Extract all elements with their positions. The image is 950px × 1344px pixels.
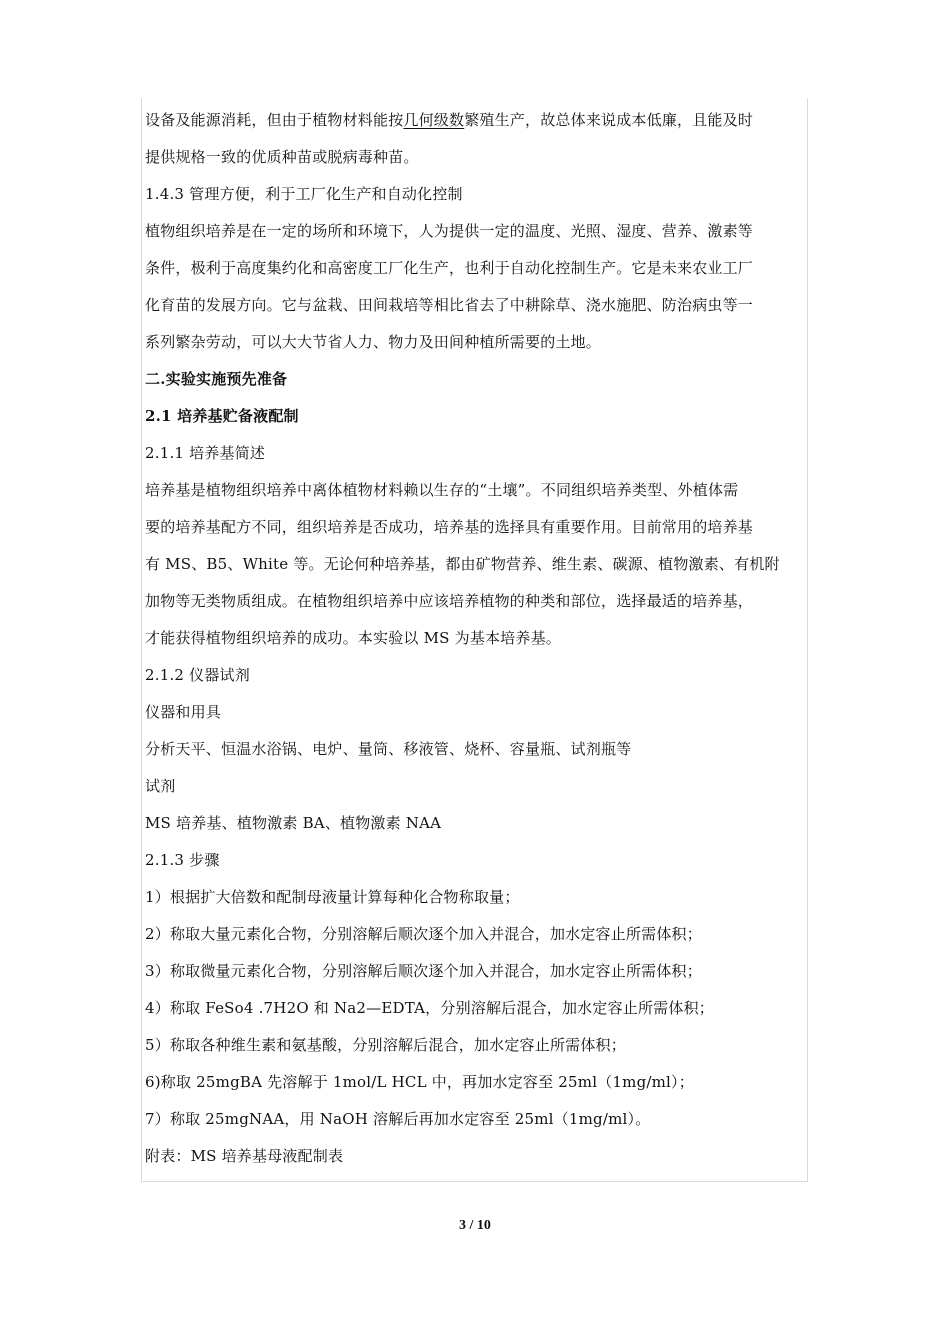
subsection-title: 1.4.3 管理方便，利于工厂化生产和自动化控制 bbox=[145, 185, 463, 203]
paragraph-line: 系列繁杂劳动，可以大大节省人力、物力及田间种植所需要的土地。 bbox=[145, 333, 602, 351]
subsection-title: 2.1.1 培养基简述 bbox=[145, 444, 266, 462]
step-item: 7）称取 25mgNAA，用 NaOH 溶解后再加水定容至 25ml（1mg/ml）。 bbox=[145, 1110, 651, 1128]
underlined-term: 几何级数 bbox=[403, 111, 465, 129]
step-item: 6)称取 25mgBA 先溶解于 1mol/L HCL 中，再加水定容至 25ml（1mg/ml）； bbox=[145, 1073, 694, 1091]
subsection-title: 2.1.2 仪器试剂 bbox=[145, 666, 250, 684]
subsection-title: 2.1.3 步骤 bbox=[145, 851, 220, 869]
paragraph-line: 分析天平、恒温水浴锅、电炉、量筒、移液管、烧杯、容量瓶、试剂瓶等 bbox=[145, 740, 632, 758]
step-item: 4）称取 FeSo4 .7H2O 和 Na2—EDTA，分别溶解后混合，加水定容止所需体积； bbox=[145, 999, 714, 1017]
text-fragment: 设备及能源消耗，但由于植物材料能按 bbox=[145, 111, 404, 129]
step-item: 5）称取各种维生素和氨基酸，分别溶解后混合，加水定容止所需体积； bbox=[145, 1036, 626, 1054]
table-caption: 附表：MS 培养基母液配制表 bbox=[145, 1147, 344, 1165]
paragraph-line: 要的培养基配方不同，组织培养是否成功，培养基的选择具有重要作用。目前常用的培养基 bbox=[145, 518, 754, 536]
section-heading: 二.实验实施预先准备 bbox=[145, 370, 288, 388]
text-fragment: 繁殖生产，故总体来说成本低廉，且能及时 bbox=[464, 111, 754, 129]
paragraph-line: 提供规格一致的优质种苗或脱病毒种苗。 bbox=[145, 148, 419, 166]
paragraph-line: 试剂 bbox=[145, 777, 176, 795]
paragraph-line: 植物组织培养是在一定的场所和环境下，人为提供一定的温度、光照、湿度、营养、激素等 bbox=[145, 222, 754, 240]
paragraph-line: 才能获得植物组织培养的成功。本实验以 MS 为基本培养基。 bbox=[145, 629, 561, 647]
step-item: 1）根据扩大倍数和配制母液量计算每种化合物称取量； bbox=[145, 888, 520, 906]
paragraph-line: 仪器和用具 bbox=[145, 703, 222, 721]
step-item: 2）称取大量元素化合物，分别溶解后顺次逐个加入并混合，加水定容止所需体积； bbox=[145, 925, 702, 943]
paragraph-line: 条件，极利于高度集约化和高密度工厂化生产，也利于自动化控制生产。它是未来农业工厂 bbox=[145, 259, 754, 277]
page-number: 3 / 10 bbox=[459, 1218, 491, 1233]
paragraph-line: MS 培养基、植物激素 BA、植物激素 NAA bbox=[145, 814, 442, 832]
paragraph-line: 有 MS、B5、White 等。无论何种培养基，都由矿物营养、维生素、碳源、植物激素、有机附 bbox=[145, 555, 780, 573]
section-heading: 2.1 培养基贮备液配制 bbox=[145, 407, 299, 425]
paragraph-line: 培养基是植物组织培养中离体植物材料赖以生存的“土壤”。不同组织培养类型、外植体需 bbox=[145, 481, 739, 499]
document-body bbox=[145, 102, 825, 1175]
paragraph-line: 加物等无类物质组成。在植物组织培养中应该培养植物的种类和部位，选择最适的培养基， bbox=[145, 592, 754, 610]
paragraph-line: 化育苗的发展方向。它与盆栽、田间栽培等相比省去了中耕除草、浇水施肥、防治病虫等一 bbox=[145, 296, 754, 314]
step-item: 3）称取微量元素化合物，分别溶解后顺次逐个加入并混合，加水定容止所需体积； bbox=[145, 962, 702, 980]
paragraph-line-1 bbox=[145, 102, 825, 139]
